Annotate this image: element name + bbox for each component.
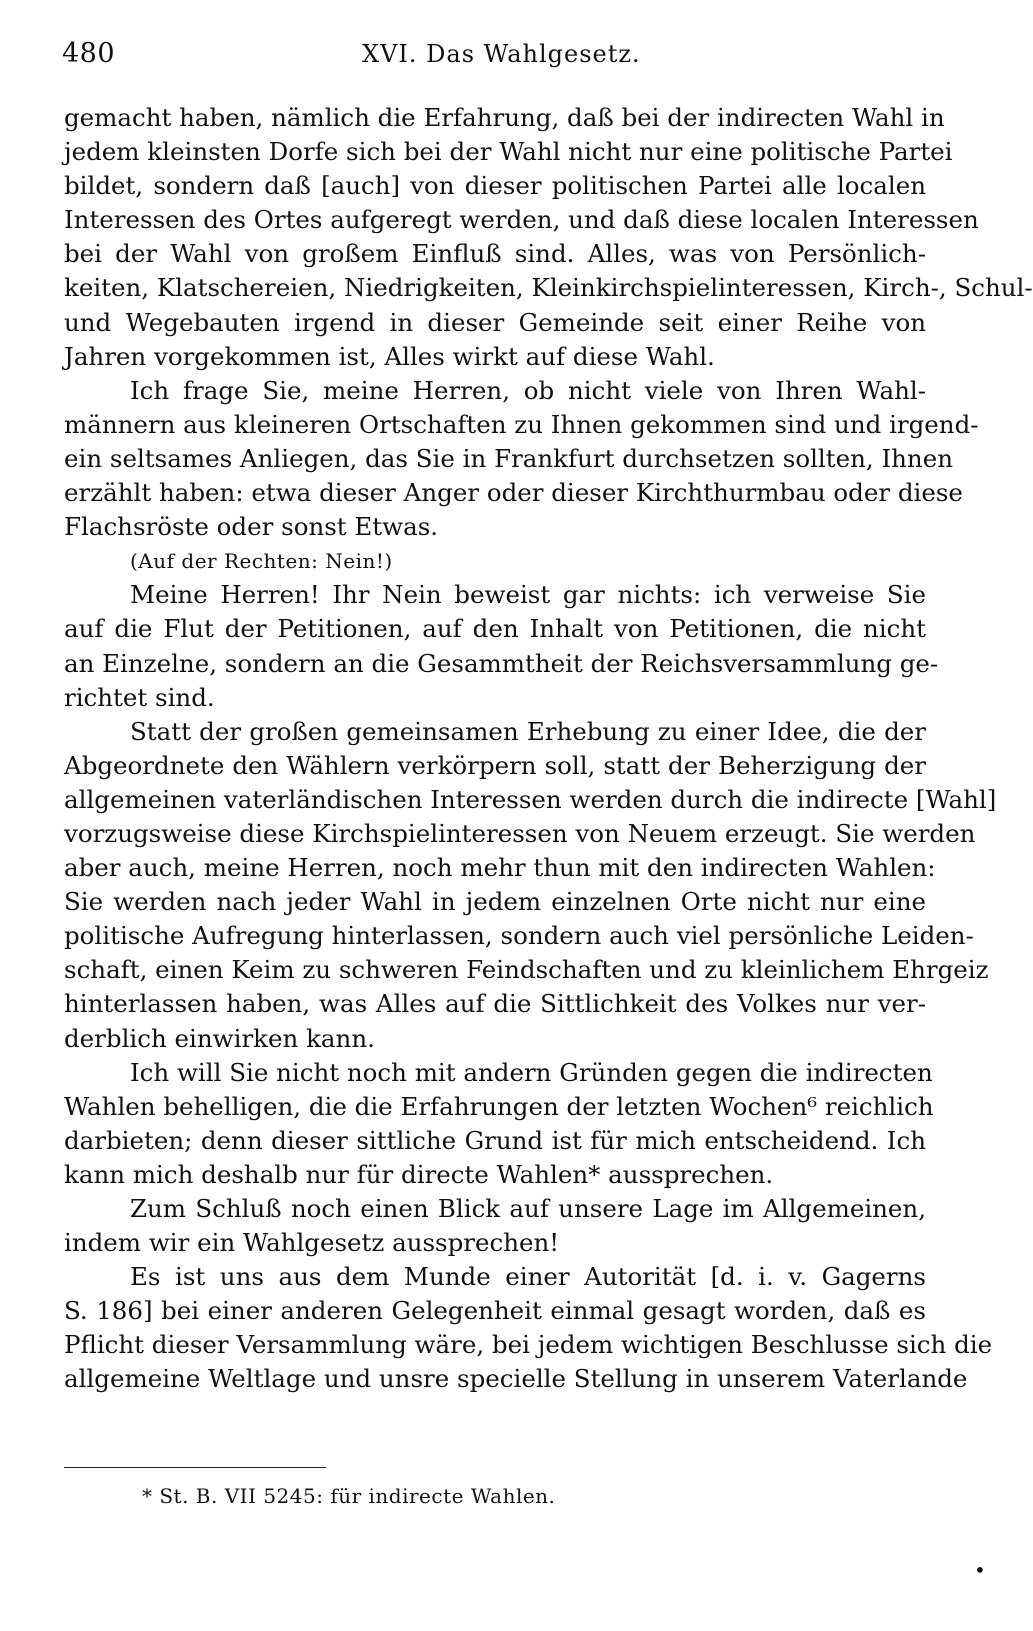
text-line: schaft, einen Keim zu schweren Feindschaften und zu kleinlichem Ehrgeiz	[64, 955, 989, 985]
text-line: S. 186] bei einer anderen Gelegenheit einmal gesagt worden, daß es	[64, 1296, 926, 1326]
text-line: Wahlen behelligen, die die Erfahrungen der letzten Wochen⁶ reichlich	[64, 1091, 934, 1121]
text-line: vorzugsweise diese Kirchspielinteressen von Neuem erzeugt. Sie werden	[64, 818, 976, 848]
running-head: XVI. Das Wahlgesetz.	[362, 40, 641, 68]
text-line: gemacht haben, nämlich die Erfahrung, daß bei der indirecten Wahl in	[64, 103, 945, 132]
text-line: männern aus kleineren Ortschaften zu Ihnen gekommen sind und irgend-	[64, 409, 979, 439]
text-line: bei der Wahl von großem Einfluß sind. Alles, was von Persönlich-	[64, 239, 926, 269]
text-line: Es ist uns aus dem Munde einer Autorität [d. i. v. Gagerns	[130, 1262, 926, 1292]
text-line: indem wir ein Wahlgesetz aussprechen!	[64, 1228, 560, 1258]
text-line: Abgeordnete den Wählern verkörpern soll, statt der Beherzigung der	[64, 750, 926, 780]
footnote-divider	[64, 1467, 326, 1468]
text-line: jedem kleinsten Dorfe sich bei der Wahl nicht nur eine politische Partei	[64, 137, 953, 167]
text-line: kann mich deshalb nur für directe Wahlen* aussprechen.	[64, 1159, 774, 1189]
text-line: Pflicht dieser Versammlung wäre, bei jedem wichtigen Beschlusse sich die	[64, 1330, 993, 1360]
body-text	[64, 101, 1033, 1397]
text-line: Meine Herren! Ihr Nein beweist gar nichts: ich verweise Sie	[130, 580, 926, 610]
text-line: Ich will Sie nicht noch mit andern Gründen gegen die indirecten	[130, 1057, 933, 1087]
page-number: 480	[62, 38, 116, 69]
footnote: * St. B. VII 5245: für indirecte Wahlen.	[142, 1484, 556, 1508]
text-line: erzählt haben: etwa dieser Anger oder dieser Kirchthurmbau oder diese	[64, 478, 963, 508]
text-line: allgemeine Weltlage und unsre specielle Stellung in unserem Vaterlande	[64, 1364, 968, 1394]
text-line: richtet sind.	[64, 682, 215, 712]
text-line: an Einzelne, sondern an die Gesammtheit der Reichsversammlung ge-	[64, 648, 939, 678]
text-line: und Wegebauten irgend in dieser Gemeinde seit einer Reihe von	[64, 307, 926, 337]
text-line: darbieten; denn dieser sittliche Grund ist für mich entscheidend. Ich	[64, 1125, 926, 1155]
text-line: Zum Schluß noch einen Blick auf unsere Lage im Allgemeinen,	[130, 1194, 926, 1223]
page-speck: •	[974, 1558, 986, 1582]
text-line: Jahren vorgekommen ist, Alles wirkt auf diese Wahl.	[64, 341, 715, 371]
text-line: politische Aufregung hinterlassen, sondern auch viel persönliche Leiden-	[64, 921, 974, 951]
text-line: auf die Flut der Petitionen, auf den Inhalt von Petitionen, die nicht	[64, 614, 926, 644]
text-line: Sie werden nach jeder Wahl in jedem einzelnen Orte nicht nur eine	[64, 887, 926, 917]
text-line: ein seltsames Anliegen, das Sie in Frankfurt durchsetzen sollten, Ihnen	[64, 443, 953, 473]
text-line: derblich einwirken kann.	[64, 1023, 375, 1053]
text-line: Interessen des Ortes aufgeregt werden, und daß diese localen Interessen	[64, 205, 979, 235]
page-header	[62, 38, 920, 78]
text-line: Statt der großen gemeinsamen Erhebung zu einer Idee, die der	[130, 716, 926, 746]
text-line: keiten, Klatschereien, Niedrigkeiten, Kleinkirchspielinteressen, Kirch-, Schul-	[64, 273, 1033, 303]
interjection: (Auf der Rechten: Nein!)	[130, 549, 393, 574]
text-line: Flachsröste oder sonst Etwas.	[64, 512, 439, 542]
text-line: aber auch, meine Herren, noch mehr thun mit den indirecten Wahlen:	[64, 853, 936, 883]
text-line: hinterlassen haben, was Alles auf die Sittlichkeit des Volkes nur ver-	[64, 989, 926, 1019]
text-line: allgemeinen vaterländischen Interessen werden durch die indirecte [Wahl]	[64, 784, 997, 814]
text-line: bildet, sondern daß [auch] von dieser politischen Partei alle localen	[64, 171, 926, 201]
text-line: Ich frage Sie, meine Herren, ob nicht viele von Ihren Wahl-	[130, 375, 926, 405]
